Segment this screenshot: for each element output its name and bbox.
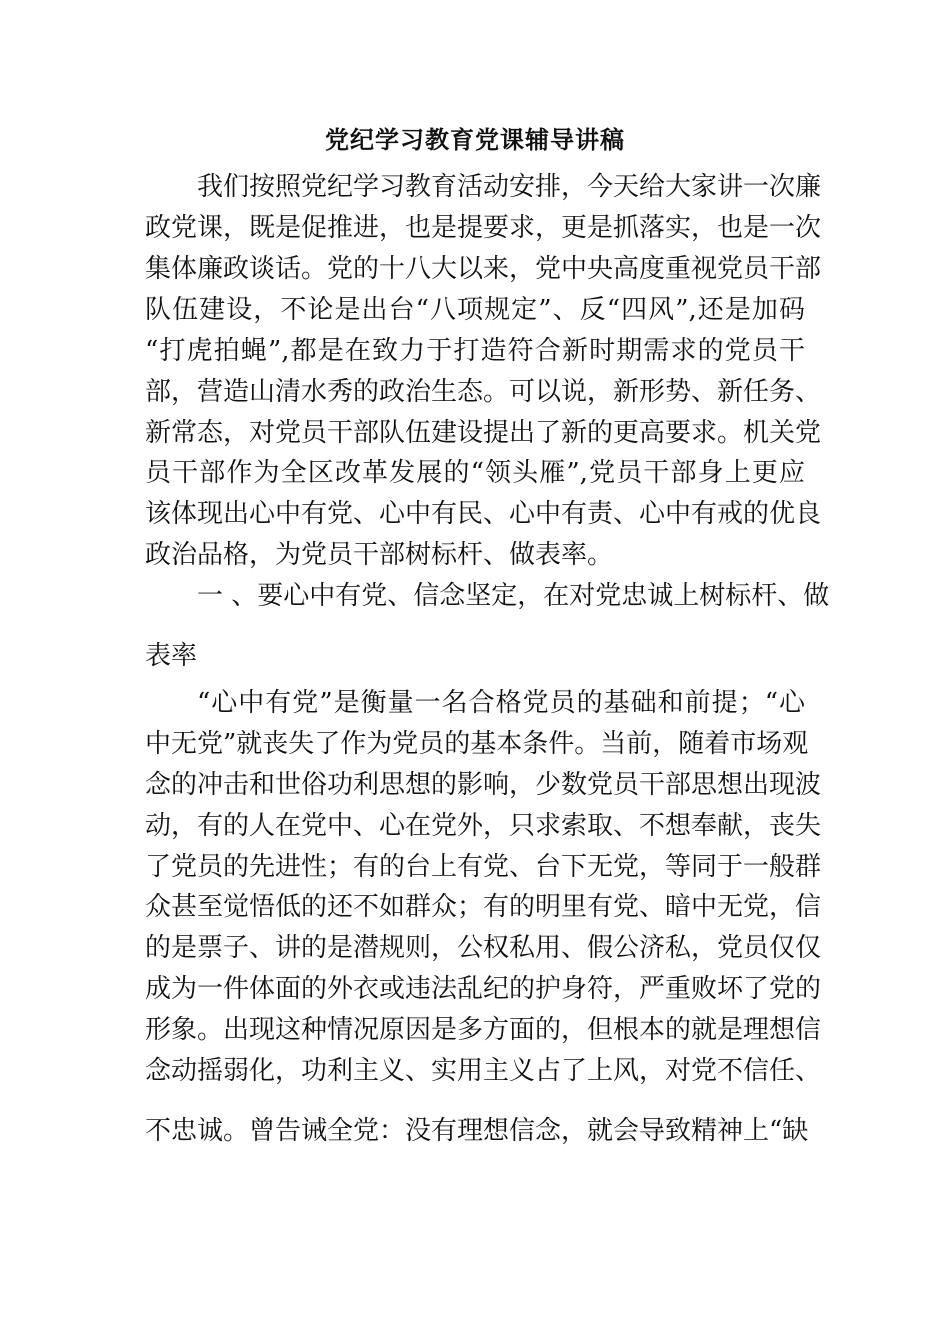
paragraph-1-line-2: 政党课，既是促推进，也是提要求，更是抓落实，也是一次 [145, 213, 822, 243]
paragraph-2-line-1: “心中有党”是衡量一名合格党员的基础和前提；“心 [197, 688, 805, 718]
paragraph-2-line-9: 形象。出现这种情况原因是多方面的，但根本的就是理想信 [145, 1015, 822, 1045]
paragraph-1-line-5: “打虎拍蝇”,都是在致力于打造符合新时期需求的党员干 [145, 336, 805, 366]
paragraph-1-line-4: 队伍建设，不论是出台“八项规定”、反“四风”,还是加码 [145, 295, 805, 325]
paragraph-2-line-5: 了党员的先进性；有的台上有党、台下无党，等同于一般群 [145, 852, 822, 882]
paragraph-1-line-3: 集体廉政谈话。党的十八大以来，党中央高度重视党员干部 [145, 254, 822, 284]
paragraph-2-line-2: 中无党”就丧失了作为党员的基本条件。当前，随着市场观 [145, 729, 809, 759]
document-title: 党纪学习教育党课辅导讲稿 [325, 125, 625, 154]
paragraph-2-line-3: 念的冲击和世俗功利思想的影响，少数党员干部思想出现波 [145, 770, 822, 800]
paragraph-1-line-7: 新常态，对党员干部队伍建设提出了新的更高要求。机关党 [145, 418, 822, 448]
paragraph-1-line-8: 员干部作为全区改革发展的“领头雁”,党员干部身上更应 [145, 458, 805, 488]
paragraph-2-line-7: 的是票子、讲的是潜规则，公权私用、假公济私，党员仅仅 [145, 933, 822, 963]
paragraph-2-line-10: 念动摇弱化，功利主义、实用主义占了上风，对党不信任、 [145, 1056, 822, 1086]
paragraph-1-line-6: 部，营造山清水秀的政治生态。可以说，新形势、新任务、 [145, 377, 822, 407]
paragraph-2-line-6: 众甚至觉悟低的还不如群众；有的明里有党、暗中无党，信 [145, 892, 822, 922]
section-heading-1-line-2: 表率 [145, 641, 198, 671]
paragraph-2-line-4: 动，有的人在党中、心在党外，只求索取、不想奉献，丧失 [145, 811, 822, 841]
paragraph-1-line-10: 政治品格，为党员干部树标杆、做表率。 [145, 540, 614, 570]
paragraph-1-line-1: 我们按照党纪学习教育活动安排，今天给大家讲一次廉 [197, 172, 822, 202]
paragraph-2-line-8: 成为一件体面的外衣或违法乱纪的护身符，严重败坏了党的 [145, 974, 822, 1004]
paragraph-2-line-11: 不忠诚。曾告诫全党：没有理想信念，就会导致精神上“缺 [145, 1116, 809, 1146]
section-heading-1-line-1: 一 、要心中有党、信念坚定，在对党忠诚上树标杆、做 [197, 581, 830, 611]
paragraph-1-line-9: 该体现出心中有党、心中有民、心中有责、心中有戒的优良 [145, 499, 822, 529]
